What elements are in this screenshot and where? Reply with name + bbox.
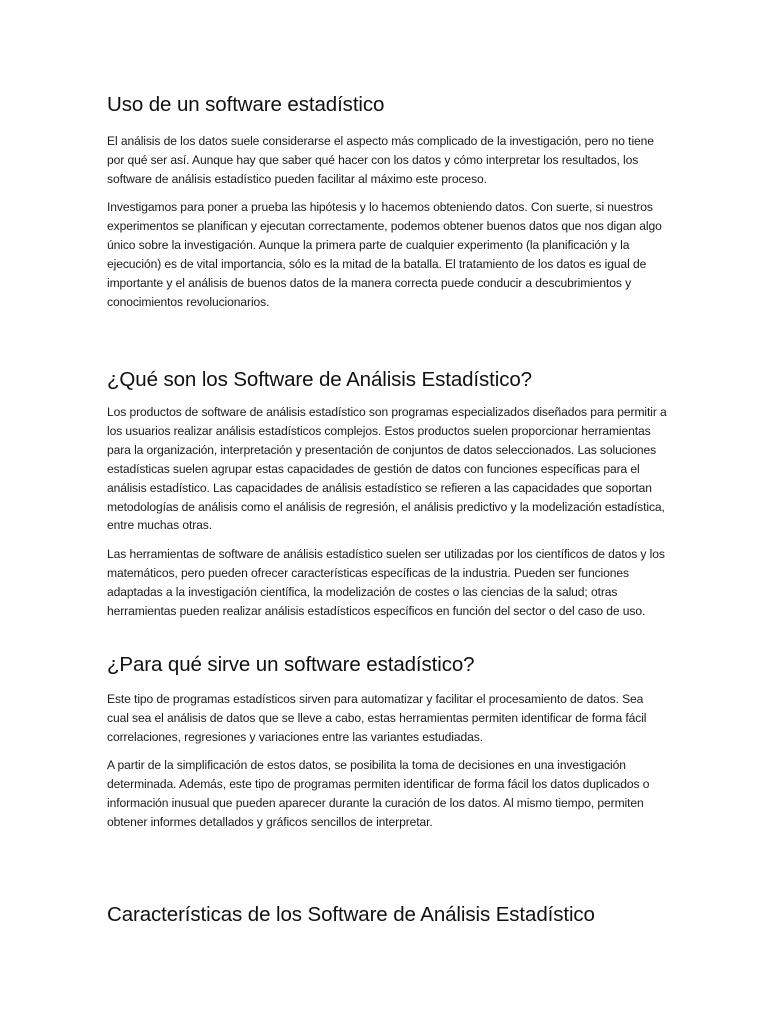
paragraph: Los productos de software de análisis estadístico son programas especializados diseñados para permitir a los usuarios realizar análisis estadísticos complejos. Estos productos suelen proporcionar herramientas para la organización, interpretación y presentación de conjuntos de datos seleccionados. Las soluciones estadísticas suelen agrupar estas capacidades de gestión de datos con funciones específicas para el análisis estadístico. Las capacidades de análisis estadístico se refieren a las capacidades que soportan metodologías de análisis como el análisis de regresión, el análisis predictivo y la modelización estadística, entre muchas otras. [107, 405, 667, 533]
paragraph: Investigamos para poner a prueba las hipótesis y lo hacemos obteniendo datos. Con suerte, si nuestros experimentos se planifican y ejecutan correctamente, podemos obtener buenos datos que nos digan algo único sobre la investigación. Aunque la primera parte de cualquier experimento (la planificación y la ejecución) es de vital importancia, sólo es la mitad de la batalla. El tratamiento de los datos es igual de importante y el análisis de buenos datos de la manera correcta puede conducir a descubrimientos y conocimientos revolucionarios. [107, 200, 662, 309]
section-heading-para-que: ¿Para qué sirve un software estadístico? [107, 653, 475, 676]
section-heading-caracteristicas: Características de los Software de Análisis Estadístico [107, 903, 595, 926]
paragraph: Este tipo de programas estadísticos sirven para automatizar y facilitar el procesamiento de datos. Sea cual sea el análisis de datos que se lleve a cabo, estas herramientas permiten identificar de forma fácil correlaciones, regresiones y variaciones entre las variantes estudiadas. [107, 692, 647, 744]
paragraph: Las herramientas de software de análisis estadístico suelen ser utilizadas por los científicos de datos y los matemáticos, pero pueden ofrecer características específicas de la industria. Pueden ser funciones adaptadas a la investigación científica, la modelización de costes o las ciencias de la salud; otras herramientas pueden realizar análisis estadísticos específicos en función del sector o del caso de uso. [107, 547, 665, 618]
section-heading-que-son: ¿Qué son los Software de Análisis Estadístico? [107, 368, 532, 391]
paragraph: El análisis de los datos suele considerarse el aspecto más complicado de la investigación, pero no tiene por qué ser así. Aunque hay que saber qué hacer con los datos y cómo interpretar los resultados, los software de análisis estadístico pueden facilitar al máximo este proceso. [107, 134, 654, 186]
section-heading-uso: Uso de un software estadístico [107, 93, 385, 116]
paragraph: A partir de la simplificación de estos datos, se posibilita la toma de decisiones en una investigación determinada. Además, este tipo de programas permiten identificar de forma fácil los datos duplicados o información inusual que pueden aparecer durante la curación de los datos. Al mismo tiempo, permiten obtener informes detallados y gráficos sencillos de interpretar. [107, 758, 650, 829]
